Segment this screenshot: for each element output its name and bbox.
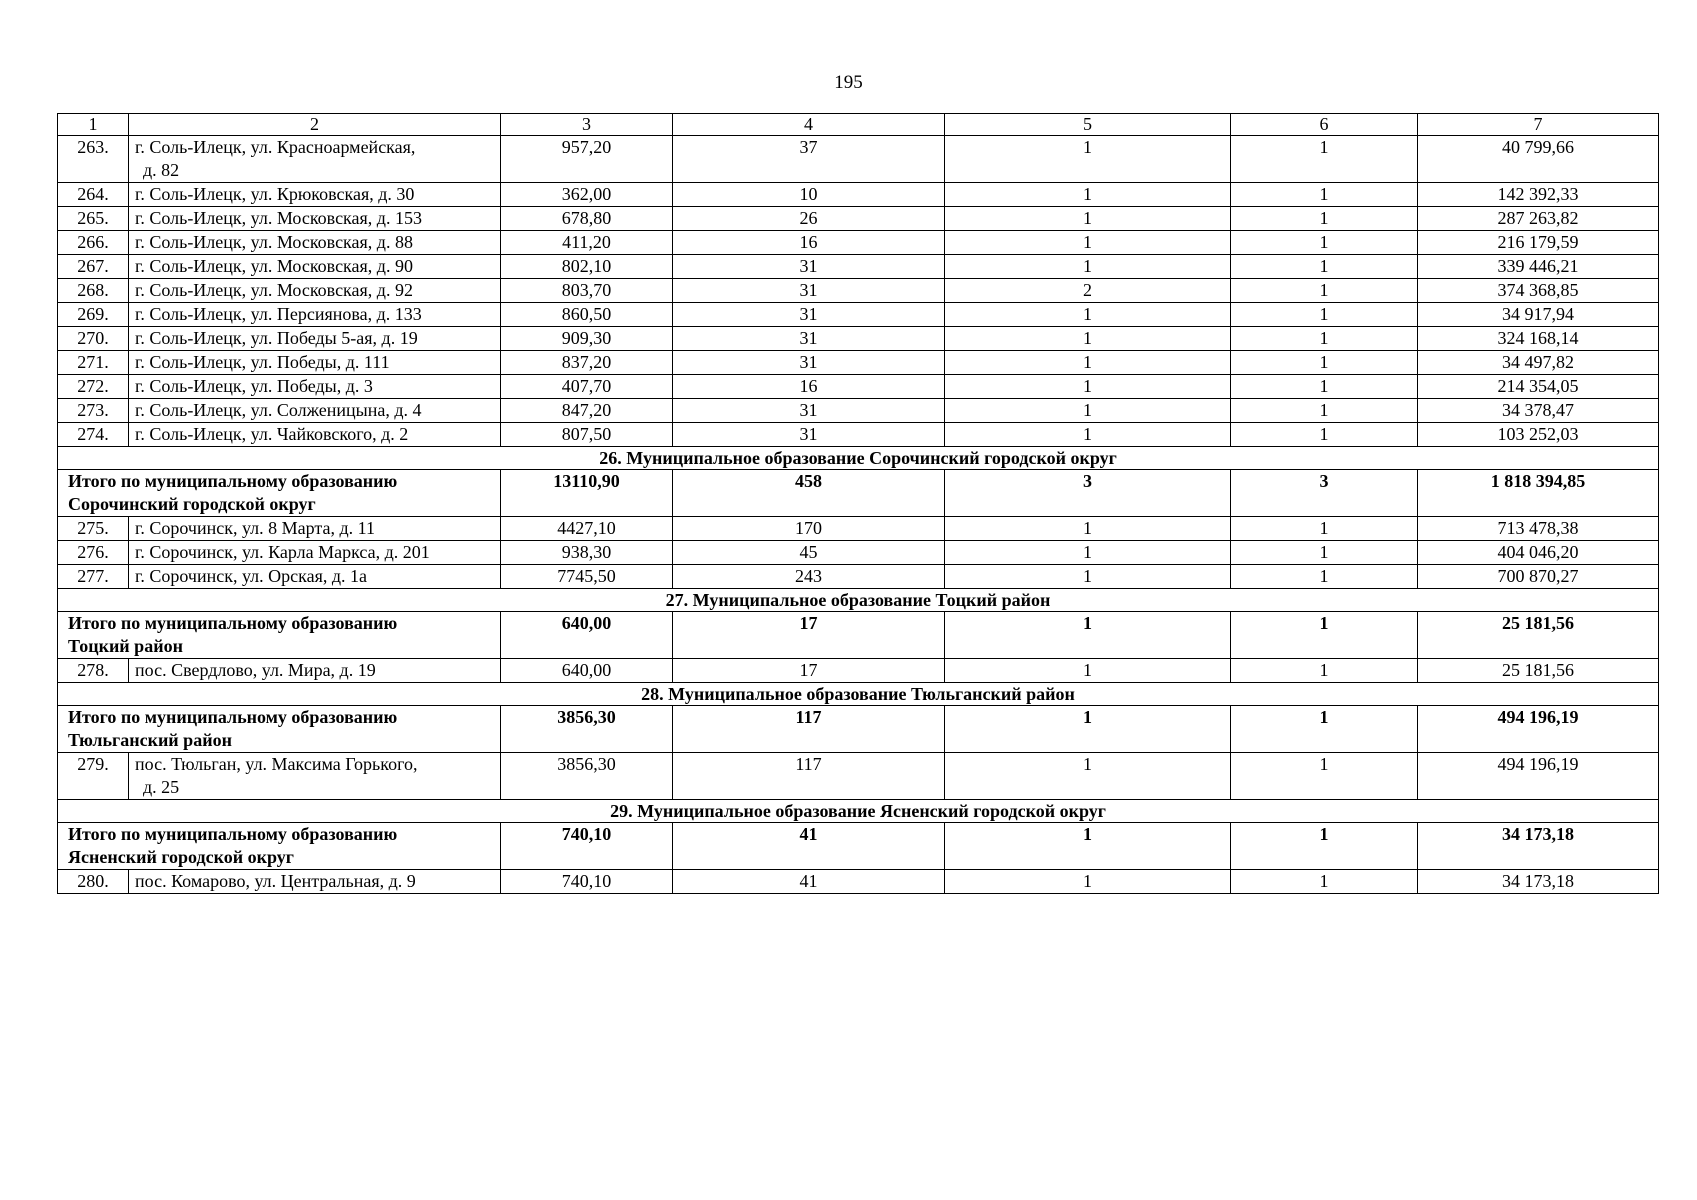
cell-col5: 1 <box>945 517 1231 541</box>
address-line: г. Сорочинск, ул. Орская, д. 1а <box>135 566 368 586</box>
cell-col7: 103 252,03 <box>1418 423 1659 447</box>
cell-col4: 16 <box>673 375 945 399</box>
address-line: д. 25 <box>143 777 180 797</box>
row-number: 272. <box>58 375 129 399</box>
cell-col6: 1 <box>1231 351 1418 375</box>
address-line: г. Соль-Илецк, ул. Победы, д. 111 <box>135 352 390 372</box>
subtotal-label-line: Итого по муниципальному образованию <box>68 613 398 633</box>
cell-col7: 34 378,47 <box>1418 399 1659 423</box>
cell-col6: 1 <box>1231 375 1418 399</box>
row-number: 273. <box>58 399 129 423</box>
table-row <box>58 541 1659 565</box>
cell-col4: 31 <box>673 399 945 423</box>
row-number: 268. <box>58 279 129 303</box>
address-line: г. Сорочинск, ул. Карла Маркса, д. 201 <box>135 542 430 562</box>
housing-register-table <box>57 113 1659 894</box>
table-row <box>58 327 1659 351</box>
cell-col5: 1 <box>945 399 1231 423</box>
address-cell <box>129 183 501 207</box>
cell-col5: 1 <box>945 423 1231 447</box>
cell-col6: 1 <box>1231 659 1418 683</box>
cell-col4: 31 <box>673 303 945 327</box>
cell-col3: 4427,10 <box>501 517 673 541</box>
cell-col7: 34 173,18 <box>1418 870 1659 894</box>
row-number: 264. <box>58 183 129 207</box>
address-line: г. Соль-Илецк, ул. Красноармейская, <box>135 137 416 157</box>
column-header-4: 4 <box>673 114 945 136</box>
subtotal-label-line: Сорочинский городской округ <box>68 494 316 514</box>
cell-col4: 31 <box>673 351 945 375</box>
cell-col7: 339 446,21 <box>1418 255 1659 279</box>
row-number: 278. <box>58 659 129 683</box>
cell-col5: 1 <box>945 870 1231 894</box>
cell-col4: 170 <box>673 517 945 541</box>
address-line: г. Соль-Илецк, ул. Московская, д. 153 <box>135 208 422 228</box>
cell-col7: 324 168,14 <box>1418 327 1659 351</box>
address-line: г. Соль-Илецк, ул. Крюковская, д. 30 <box>135 184 415 204</box>
cell-col3: 740,10 <box>501 823 673 870</box>
cell-col4: 45 <box>673 541 945 565</box>
cell-col4: 10 <box>673 183 945 207</box>
cell-col6: 1 <box>1231 565 1418 589</box>
cell-col5: 1 <box>945 207 1231 231</box>
address-cell <box>129 565 501 589</box>
cell-col7: 34 497,82 <box>1418 351 1659 375</box>
row-number: 275. <box>58 517 129 541</box>
cell-col7: 25 181,56 <box>1418 659 1659 683</box>
address-line: пос. Тюльган, ул. Максима Горького, <box>135 754 418 774</box>
cell-col7: 34 917,94 <box>1418 303 1659 327</box>
cell-col3: 640,00 <box>501 659 673 683</box>
address-line: пос. Свердлово, ул. Мира, д. 19 <box>135 660 376 680</box>
cell-col7: 404 046,20 <box>1418 541 1659 565</box>
row-number: 271. <box>58 351 129 375</box>
subtotal-row <box>58 706 1659 753</box>
cell-col7: 142 392,33 <box>1418 183 1659 207</box>
subtotal-label <box>58 470 501 517</box>
subtotal-row <box>58 823 1659 870</box>
cell-col3: 807,50 <box>501 423 673 447</box>
table-row <box>58 659 1659 683</box>
cell-col3: 837,20 <box>501 351 673 375</box>
cell-col3: 678,80 <box>501 207 673 231</box>
cell-col6: 1 <box>1231 541 1418 565</box>
cell-col3: 740,10 <box>501 870 673 894</box>
address-cell <box>129 351 501 375</box>
row-number: 270. <box>58 327 129 351</box>
table-row <box>58 303 1659 327</box>
row-number: 267. <box>58 255 129 279</box>
address-cell <box>129 659 501 683</box>
cell-col4: 26 <box>673 207 945 231</box>
cell-col6: 1 <box>1231 327 1418 351</box>
subtotal-row <box>58 612 1659 659</box>
row-number: 279. <box>58 753 129 800</box>
table-row <box>58 399 1659 423</box>
cell-col4: 41 <box>673 870 945 894</box>
cell-col3: 938,30 <box>501 541 673 565</box>
subtotal-label <box>58 612 501 659</box>
cell-col6: 1 <box>1231 279 1418 303</box>
cell-col4: 31 <box>673 423 945 447</box>
cell-col4: 31 <box>673 255 945 279</box>
cell-col3: 362,00 <box>501 183 673 207</box>
cell-col3: 847,20 <box>501 399 673 423</box>
section-header-row <box>58 683 1659 706</box>
table-row <box>58 565 1659 589</box>
cell-col7: 700 870,27 <box>1418 565 1659 589</box>
cell-col6: 1 <box>1231 136 1418 183</box>
cell-col5: 1 <box>945 375 1231 399</box>
address-cell <box>129 255 501 279</box>
address-line: г. Соль-Илецк, ул. Московская, д. 88 <box>135 232 413 252</box>
cell-col4: 31 <box>673 327 945 351</box>
section-title: 29. Муниципальное образование Ясненский городской округ <box>58 800 1659 823</box>
cell-col6: 1 <box>1231 517 1418 541</box>
table-row <box>58 423 1659 447</box>
address-cell <box>129 279 501 303</box>
row-number: 274. <box>58 423 129 447</box>
cell-col3: 957,20 <box>501 136 673 183</box>
column-header-6: 6 <box>1231 114 1418 136</box>
cell-col6: 3 <box>1231 470 1418 517</box>
cell-col5: 1 <box>945 303 1231 327</box>
address-line: д. 82 <box>143 160 180 180</box>
subtotal-row <box>58 470 1659 517</box>
cell-col6: 1 <box>1231 231 1418 255</box>
cell-col6: 1 <box>1231 823 1418 870</box>
address-cell <box>129 753 501 800</box>
address-cell <box>129 870 501 894</box>
address-cell <box>129 231 501 255</box>
address-cell <box>129 541 501 565</box>
address-cell <box>129 517 501 541</box>
table-row <box>58 231 1659 255</box>
address-cell <box>129 136 501 183</box>
cell-col6: 1 <box>1231 183 1418 207</box>
cell-col5: 1 <box>945 231 1231 255</box>
cell-col6: 1 <box>1231 870 1418 894</box>
address-line: пос. Комарово, ул. Центральная, д. 9 <box>135 871 416 891</box>
table-row <box>58 207 1659 231</box>
section-header-row <box>58 447 1659 470</box>
cell-col6: 1 <box>1231 303 1418 327</box>
cell-col6: 1 <box>1231 399 1418 423</box>
address-line: г. Соль-Илецк, ул. Победы, д. 3 <box>135 376 373 396</box>
cell-col5: 1 <box>945 327 1231 351</box>
table-row <box>58 255 1659 279</box>
table-row <box>58 351 1659 375</box>
cell-col3: 909,30 <box>501 327 673 351</box>
address-line: г. Соль-Илецк, ул. Московская, д. 92 <box>135 280 413 300</box>
cell-col3: 7745,50 <box>501 565 673 589</box>
row-number: 277. <box>58 565 129 589</box>
column-header-7: 7 <box>1418 114 1659 136</box>
table-row <box>58 870 1659 894</box>
cell-col4: 458 <box>673 470 945 517</box>
cell-col5: 1 <box>945 541 1231 565</box>
row-number: 266. <box>58 231 129 255</box>
cell-col5: 1 <box>945 565 1231 589</box>
cell-col5: 1 <box>945 706 1231 753</box>
subtotal-label-line: Тюльганский район <box>68 730 232 750</box>
cell-col6: 1 <box>1231 706 1418 753</box>
cell-col7: 34 173,18 <box>1418 823 1659 870</box>
column-header-3: 3 <box>501 114 673 136</box>
cell-col3: 3856,30 <box>501 706 673 753</box>
table-row <box>58 517 1659 541</box>
cell-col3: 640,00 <box>501 612 673 659</box>
cell-col4: 41 <box>673 823 945 870</box>
address-line: г. Соль-Илецк, ул. Солженицына, д. 4 <box>135 400 422 420</box>
table-row <box>58 136 1659 183</box>
address-cell <box>129 399 501 423</box>
cell-col5: 2 <box>945 279 1231 303</box>
column-header-2: 2 <box>129 114 501 136</box>
cell-col6: 1 <box>1231 207 1418 231</box>
cell-col5: 1 <box>945 136 1231 183</box>
cell-col6: 1 <box>1231 423 1418 447</box>
cell-col4: 37 <box>673 136 945 183</box>
cell-col4: 117 <box>673 753 945 800</box>
cell-col7: 25 181,56 <box>1418 612 1659 659</box>
cell-col6: 1 <box>1231 612 1418 659</box>
cell-col3: 407,70 <box>501 375 673 399</box>
cell-col5: 1 <box>945 823 1231 870</box>
page-number: 195 <box>834 72 863 93</box>
cell-col5: 1 <box>945 612 1231 659</box>
table-row <box>58 279 1659 303</box>
address-line: г. Соль-Илецк, ул. Персиянова, д. 133 <box>135 304 422 324</box>
address-line: г. Соль-Илецк, ул. Московская, д. 90 <box>135 256 413 276</box>
section-title: 27. Муниципальное образование Тоцкий район <box>58 589 1659 612</box>
row-number: 265. <box>58 207 129 231</box>
subtotal-label <box>58 823 501 870</box>
address-cell <box>129 375 501 399</box>
address-cell <box>129 207 501 231</box>
column-header-1: 1 <box>58 114 129 136</box>
table-row <box>58 183 1659 207</box>
cell-col6: 1 <box>1231 753 1418 800</box>
section-title: 26. Муниципальное образование Сорочинский городской округ <box>58 447 1659 470</box>
cell-col7: 1 818 394,85 <box>1418 470 1659 517</box>
column-number-row <box>58 114 1659 136</box>
subtotal-label-line: Тоцкий район <box>68 636 183 656</box>
subtotal-label-line: Ясненский городской округ <box>68 847 294 867</box>
cell-col5: 1 <box>945 351 1231 375</box>
cell-col5: 1 <box>945 255 1231 279</box>
subtotal-label-line: Итого по муниципальному образованию <box>68 471 398 491</box>
column-header-5: 5 <box>945 114 1231 136</box>
subtotal-label-line: Итого по муниципальному образованию <box>68 824 398 844</box>
address-cell <box>129 327 501 351</box>
cell-col7: 494 196,19 <box>1418 706 1659 753</box>
section-header-row <box>58 589 1659 612</box>
cell-col7: 216 179,59 <box>1418 231 1659 255</box>
address-line: г. Соль-Илецк, ул. Чайковского, д. 2 <box>135 424 409 444</box>
cell-col6: 1 <box>1231 255 1418 279</box>
table-row <box>58 375 1659 399</box>
cell-col4: 243 <box>673 565 945 589</box>
cell-col4: 31 <box>673 279 945 303</box>
address-cell <box>129 303 501 327</box>
cell-col5: 1 <box>945 753 1231 800</box>
address-line: г. Соль-Илецк, ул. Победы 5-ая, д. 19 <box>135 328 418 348</box>
cell-col3: 13110,90 <box>501 470 673 517</box>
cell-col5: 3 <box>945 470 1231 517</box>
cell-col3: 3856,30 <box>501 753 673 800</box>
cell-col7: 713 478,38 <box>1418 517 1659 541</box>
row-number: 276. <box>58 541 129 565</box>
cell-col4: 17 <box>673 659 945 683</box>
row-number: 269. <box>58 303 129 327</box>
cell-col3: 802,10 <box>501 255 673 279</box>
cell-col7: 287 263,82 <box>1418 207 1659 231</box>
section-header-row <box>58 800 1659 823</box>
cell-col5: 1 <box>945 183 1231 207</box>
cell-col3: 411,20 <box>501 231 673 255</box>
address-line: г. Сорочинск, ул. 8 Марта, д. 11 <box>135 518 375 538</box>
cell-col3: 860,50 <box>501 303 673 327</box>
cell-col5: 1 <box>945 659 1231 683</box>
row-number: 280. <box>58 870 129 894</box>
row-number: 263. <box>58 136 129 183</box>
cell-col4: 16 <box>673 231 945 255</box>
table-row <box>58 753 1659 800</box>
cell-col4: 17 <box>673 612 945 659</box>
cell-col7: 40 799,66 <box>1418 136 1659 183</box>
cell-col4: 117 <box>673 706 945 753</box>
cell-col3: 803,70 <box>501 279 673 303</box>
cell-col7: 494 196,19 <box>1418 753 1659 800</box>
address-cell <box>129 423 501 447</box>
section-title: 28. Муниципальное образование Тюльганский район <box>58 683 1659 706</box>
subtotal-label <box>58 706 501 753</box>
cell-col7: 214 354,05 <box>1418 375 1659 399</box>
cell-col7: 374 368,85 <box>1418 279 1659 303</box>
subtotal-label-line: Итого по муниципальному образованию <box>68 707 398 727</box>
